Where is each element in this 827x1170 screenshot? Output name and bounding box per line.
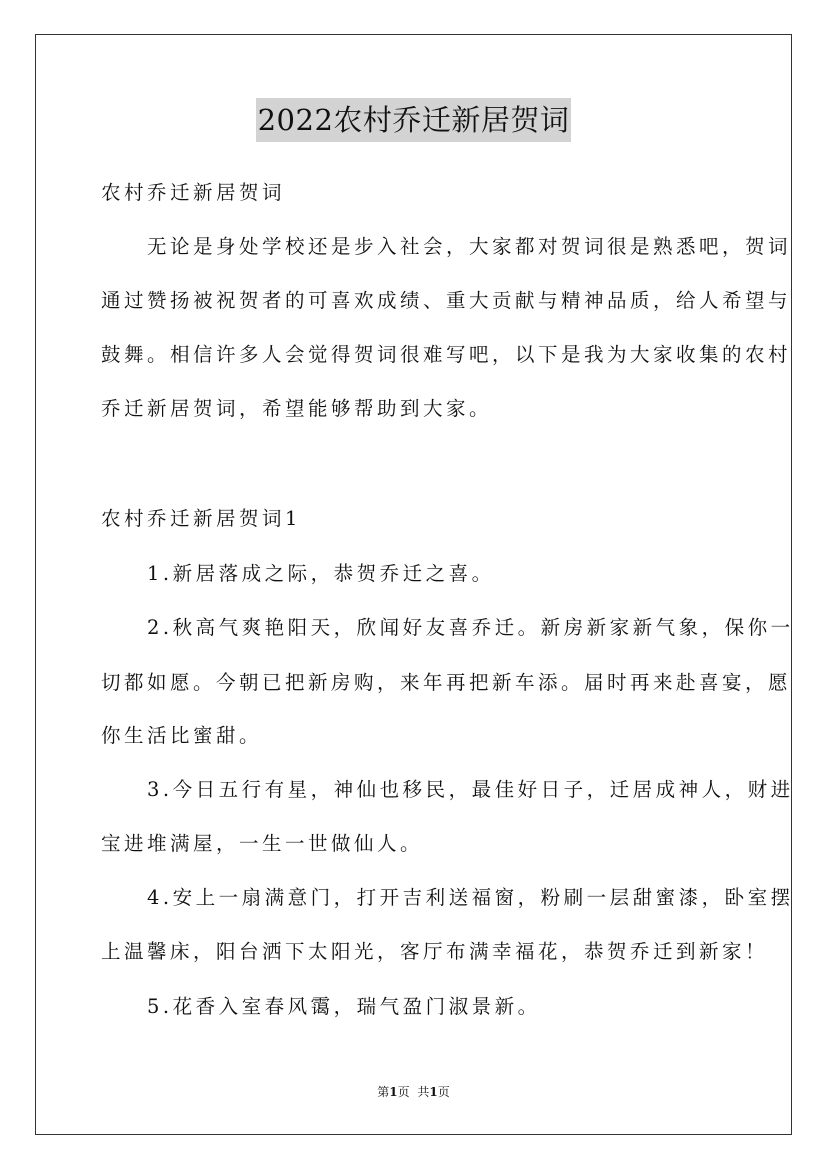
- footer-total-suffix: 页: [437, 1085, 450, 1099]
- footer-page-suffix: 页: [397, 1085, 410, 1099]
- section-heading: 农村乔迁新居贺词: [101, 181, 286, 204]
- paragraph-line: 4.安上一扇满意门，打开吉利送福窗，粉刷一层甜蜜漆，卧室摆: [101, 886, 794, 909]
- paragraph-line: 上温馨床，阳台洒下太阳光，客厅布满幸福花，恭贺乔迁到新家！: [101, 940, 769, 963]
- footer-page-number: 1: [389, 1085, 398, 1099]
- paragraph-line: 5.花香入室春风霭，瑞气盈门淑景新。: [101, 995, 541, 1018]
- paragraph-line: 你生活比蜜甜。: [101, 724, 263, 747]
- paragraph-line: 鼓舞。相信许多人会觉得贺词很难写吧，以下是我为大家收集的农村: [101, 343, 792, 366]
- paragraph-line: 宝进堆满屋，一生一世做仙人。: [101, 832, 424, 855]
- paragraph-line: 乔迁新居贺词，希望能够帮助到大家。: [101, 397, 493, 420]
- footer-page-prefix: 第: [377, 1085, 390, 1099]
- section-heading: 农村乔迁新居贺词1: [101, 507, 301, 530]
- paragraph-line: 2.秋高气爽艳阳天，欣闻好友喜乔迁。新房新家新气象，保你一: [101, 616, 794, 639]
- footer-total-number: 1: [429, 1085, 438, 1099]
- paragraph-line: 切都如愿。今朝已把新房购，来年再把新车添。届时再来赴喜宴，愿: [101, 671, 792, 694]
- paragraph-line: 无论是身处学校还是步入社会，大家都对贺词很是熟悉吧，贺词: [101, 235, 792, 258]
- footer-total-prefix: 共: [417, 1085, 430, 1099]
- title-container: [0, 98, 827, 142]
- page-footer: [0, 1083, 827, 1100]
- paragraph-line: 通过赞扬被祝贺者的可喜欢成绩、重大贡献与精神品质，给人希望与: [101, 289, 792, 312]
- paragraph-line: 1.新居落成之际，恭贺乔迁之喜。: [101, 562, 495, 585]
- document-title: 2022农村乔迁新居贺词: [256, 98, 572, 142]
- paragraph-line: 3.今日五行有星，神仙也移民，最佳好日子，迁居成神人，财进: [101, 778, 794, 801]
